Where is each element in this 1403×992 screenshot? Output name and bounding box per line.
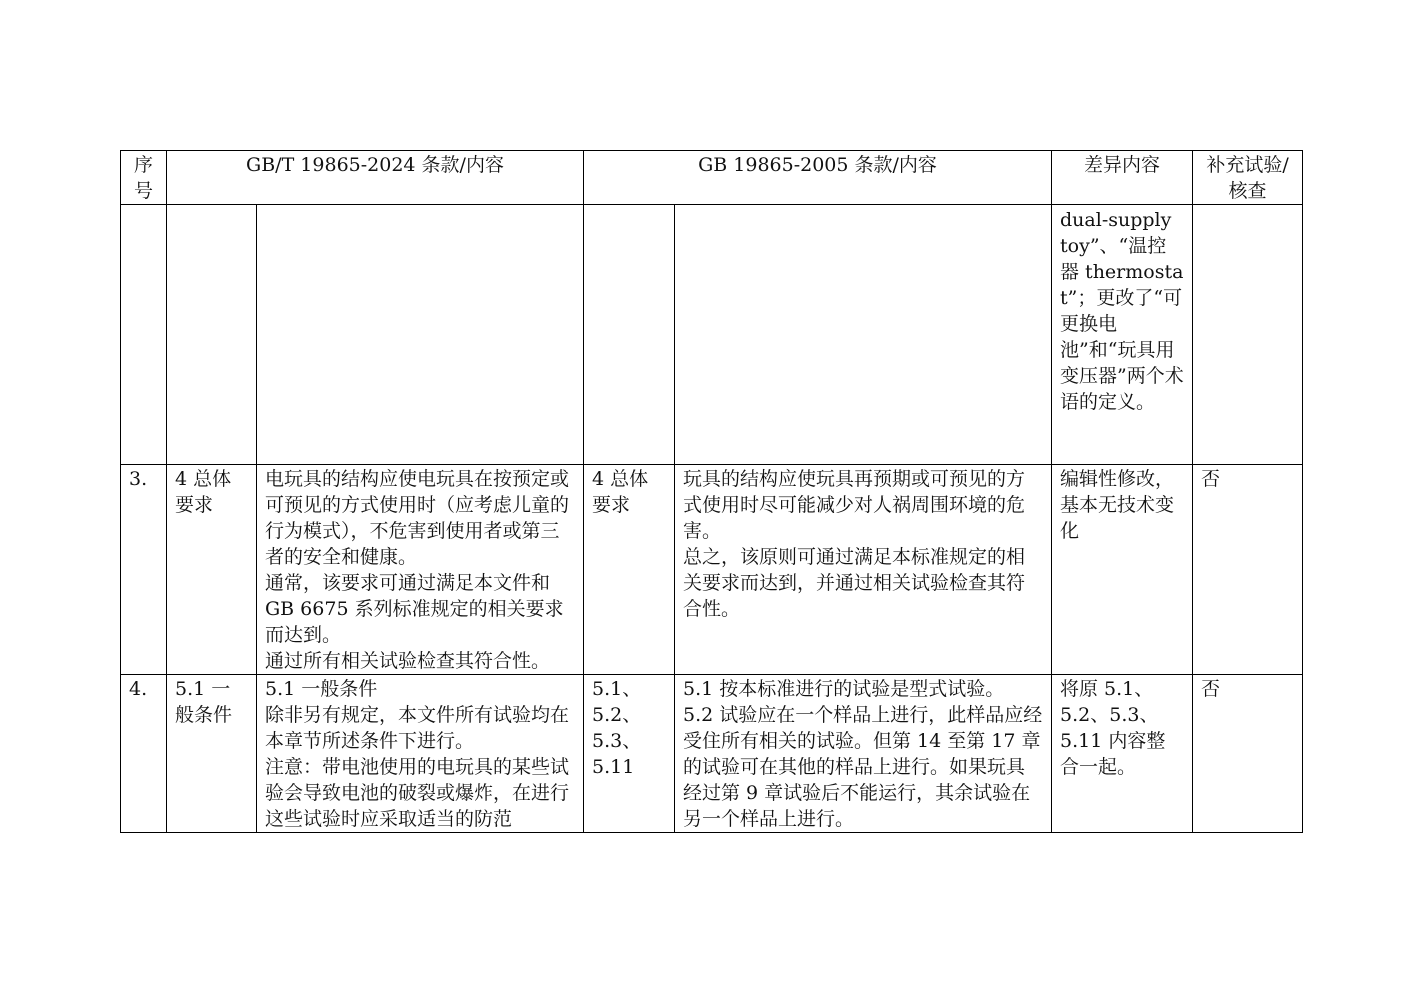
cell-new-clause: 5.1 一般条件: [167, 675, 257, 833]
cell-old-content: [675, 205, 1052, 465]
cell-old-clause: [584, 205, 675, 465]
table-row: [121, 675, 1303, 833]
cell-num: [121, 205, 167, 465]
table-row: [121, 465, 1303, 675]
cell-check: [1193, 205, 1303, 465]
cell-old-clause: 4 总体要求: [584, 465, 675, 675]
table-row-continued: [121, 205, 1303, 465]
cell-diff: 将原 5.1、5.2、5.3、5.11 内容整合一起。: [1052, 675, 1193, 833]
cell-old-content: 玩具的结构应使玩具再预期或可预见的方式使用时尽可能减少对人祸周围环境的危害。 总之，该原则可通过满足本标准规定的相关要求而达到，并通过相关试验检查其符合性。: [675, 465, 1052, 675]
cell-new-content: 5.1 一般条件 除非另有规定，本文件所有试验均在本章节所述条件下进行。 注意：带电池使用的电玩具的某些试验会导致电池的破裂或爆炸，在进行这些试验时应采取适当的防范: [257, 675, 584, 833]
header-num: 序 号: [121, 151, 167, 205]
table-header-row: [121, 151, 1303, 205]
cell-check: 否: [1193, 465, 1303, 675]
header-supplementary-check: 补充试验/ 核查: [1193, 151, 1303, 205]
cell-new-content: [257, 205, 584, 465]
cell-new-clause: 4 总体要求: [167, 465, 257, 675]
header-old-standard: GB 19865-2005 条款/内容: [584, 151, 1052, 205]
cell-num: 3.: [121, 465, 167, 675]
header-new-standard: GB/T 19865-2024 条款/内容: [167, 151, 584, 205]
cell-old-content: 5.1 按本标准进行的试验是型式试验。 5.2 试验应在一个样品上进行，此样品应经受住所有相关的试验。但第 14 至第 17 章的试验可在其他的样品上进行。如果玩具经过第 9 章试验后不能运行，其余试验在另一个样品上进行。: [675, 675, 1052, 833]
comparison-table: [120, 150, 1303, 833]
cell-diff: dual-supply toy”、“温控器 thermostat”；更改了“可更换电池”和“玩具用变压器”两个术语的定义。: [1052, 205, 1193, 465]
cell-new-content: 电玩具的结构应使电玩具在按预定或可预见的方式使用时（应考虑儿童的行为模式），不危害到使用者或第三者的安全和健康。 通常，该要求可通过满足本文件和 GB 6675 系列标准规定的相关要求而达到。 通过所有相关试验检查其符合性。: [257, 465, 584, 675]
cell-new-clause: [167, 205, 257, 465]
cell-old-clause: 5.1、 5.2、 5.3、 5.11: [584, 675, 675, 833]
cell-num: 4.: [121, 675, 167, 833]
header-diff: 差异内容: [1052, 151, 1193, 205]
cell-check: 否: [1193, 675, 1303, 833]
cell-diff: 编辑性修改，基本无技术变化: [1052, 465, 1193, 675]
